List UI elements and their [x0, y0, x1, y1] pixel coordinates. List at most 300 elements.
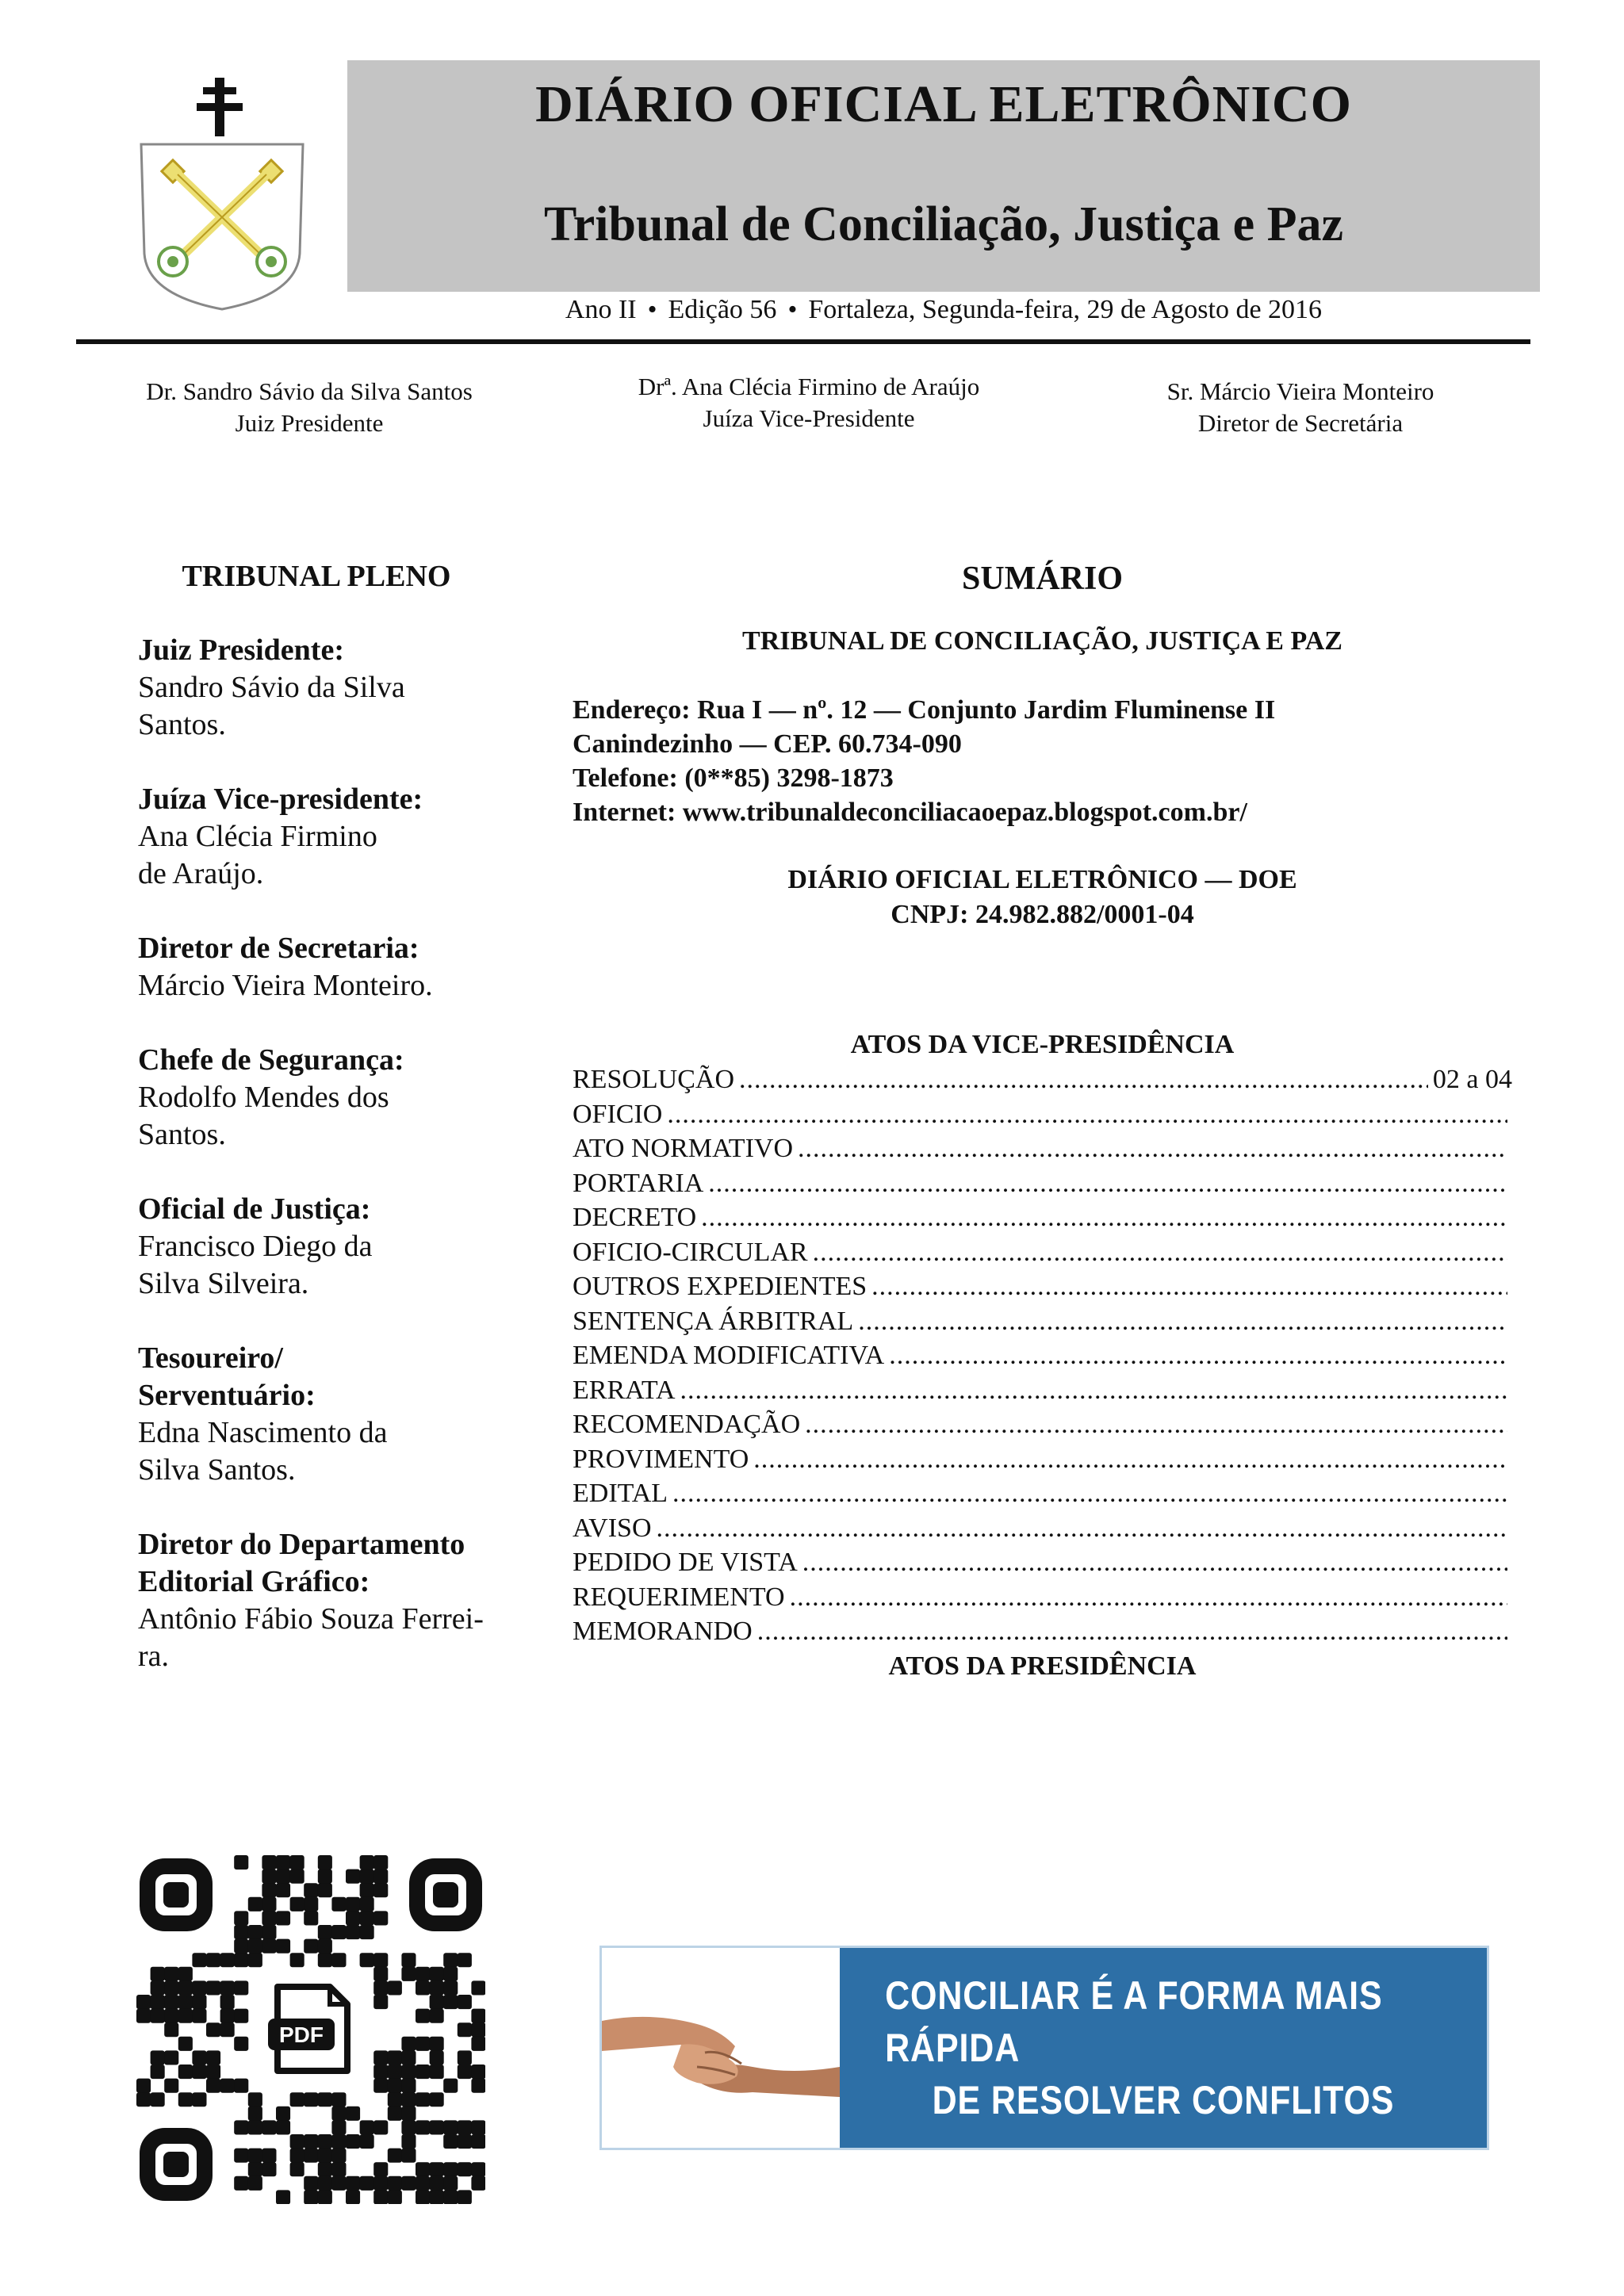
- qr-module: [331, 2176, 346, 2191]
- toc-leader-dots: [798, 1131, 1507, 1166]
- qr-module: [443, 1953, 458, 1967]
- qr-module: [360, 1925, 374, 1939]
- qr-module: [458, 2022, 472, 2037]
- qr-module: [430, 2092, 444, 2107]
- qr-module: [234, 1939, 248, 1954]
- staff-name: Sr. Márcio Vieira Monteiro: [1166, 377, 1434, 405]
- qr-module: [458, 2050, 472, 2064]
- qr-module: [458, 2190, 472, 2204]
- presidencia-heading: ATOS DA PRESIDÊNCIA: [888, 1651, 1197, 1681]
- toc-item: [573, 1614, 1512, 1649]
- qr-module: [458, 2134, 472, 2149]
- qr-module: [318, 1939, 332, 1954]
- qr-module: [443, 1995, 458, 2009]
- pdf-badge-label: PDF: [279, 2022, 324, 2047]
- qr-module: [206, 2050, 220, 2064]
- qr-module: [290, 1953, 304, 1967]
- qr-module: [276, 2120, 290, 2134]
- qr-module: [276, 1939, 290, 1954]
- staff-director: [1094, 376, 1507, 439]
- qr-module: [401, 2092, 416, 2107]
- qr-module: [430, 2064, 444, 2079]
- qr-module: [164, 1980, 178, 1995]
- toc-leader-dots: [753, 1442, 1507, 1477]
- qr-module: [206, 2064, 220, 2079]
- qr-module: [430, 2037, 444, 2051]
- qr-module: [388, 2176, 402, 2191]
- qr-module: [248, 1925, 262, 1939]
- qr-module: [164, 2050, 178, 2064]
- page-title: DIÁRIO OFICIAL ELETRÔNICO: [535, 75, 1352, 133]
- qr-module: [192, 2092, 206, 2107]
- qr-module: [458, 2162, 472, 2176]
- banner-text: [885, 1948, 1442, 2148]
- qr-module: [151, 1967, 165, 1981]
- qr-module: [331, 2162, 346, 2176]
- qr-module: [206, 2079, 220, 2093]
- qr-module: [234, 1911, 248, 1925]
- sumario-column: [573, 560, 1512, 1684]
- pleno-member: [138, 1191, 534, 1303]
- qr-module: [220, 1995, 235, 2009]
- qr-module: [262, 1939, 276, 1954]
- qr-module: [318, 1869, 332, 1884]
- qr-module: [248, 1953, 262, 1967]
- qr-module: [318, 1883, 332, 1897]
- qr-module: [430, 1995, 444, 2009]
- qr-module: [276, 1869, 290, 1884]
- qr-module: [443, 1967, 458, 1981]
- qr-module: [458, 1953, 472, 1967]
- qr-module: [234, 2176, 248, 2191]
- qr-module: [430, 2162, 444, 2176]
- qr-module: [234, 1855, 248, 1869]
- qr-module: [360, 1897, 374, 1911]
- qr-module: [346, 1897, 360, 1911]
- qr-module: [443, 1980, 458, 1995]
- staff-role: Juiz Presidente: [235, 409, 384, 437]
- qr-module: [304, 1911, 318, 1925]
- qr-module: [388, 1980, 402, 1995]
- banner-line: DE RESOLVER CONFLITOS: [932, 2078, 1395, 2122]
- member-name-line: Sandro Sávio da Silva: [138, 671, 405, 704]
- edition-number: Edição 56: [668, 295, 777, 324]
- qr-module: [262, 1925, 276, 1939]
- qr-module: [346, 1911, 360, 1925]
- qr-module: [220, 2022, 235, 2037]
- toc-item-label: AVISO: [573, 1513, 652, 1543]
- qr-module: [443, 2162, 458, 2176]
- qr-module: [443, 2176, 458, 2191]
- qr-module: [388, 2092, 402, 2107]
- toc-item: [573, 1338, 1512, 1373]
- qr-module: [471, 2134, 485, 2149]
- member-role: Diretor de Secretaria:: [138, 932, 419, 965]
- qr-module: [373, 1953, 388, 1967]
- qr-module: [443, 2190, 458, 2204]
- qr-module: [192, 2064, 206, 2079]
- qr-code: [136, 1855, 485, 2204]
- toc-item: [573, 1097, 1512, 1132]
- qr-module: [331, 1925, 346, 1939]
- qr-module: [262, 2120, 276, 2134]
- toc-item-label: PROVIMENTO: [573, 1444, 749, 1474]
- qr-module: [248, 2149, 262, 2163]
- qr-module: [178, 2009, 193, 2023]
- member-role: Juiz Presidente:: [138, 633, 344, 667]
- qr-module: [471, 2037, 485, 2051]
- qr-module: [373, 2190, 388, 2204]
- qr-module: [164, 2009, 178, 2023]
- qr-module: [471, 2120, 485, 2134]
- qr-module: [458, 2064, 472, 2079]
- toc-leader-dots: [871, 1269, 1507, 1304]
- qr-module: [416, 1980, 430, 1995]
- qr-module: [471, 2079, 485, 2093]
- toc-item-label: ATO NORMATIVO: [573, 1134, 793, 1163]
- toc-item: [573, 1511, 1512, 1546]
- qr-module: [220, 2009, 235, 2023]
- toc-item: [573, 1407, 1512, 1442]
- staff-president: [103, 376, 515, 439]
- qr-module: [290, 1855, 304, 1869]
- qr-module: [276, 1855, 290, 1869]
- qr-module: [192, 2009, 206, 2023]
- qr-module: [318, 1855, 332, 1869]
- qr-module: [318, 2176, 332, 2191]
- qr-module: [192, 1953, 206, 1967]
- qr-module: [401, 2149, 416, 2163]
- toc-item-label: EDITAL: [573, 1479, 668, 1508]
- toc-leader-dots: [708, 1166, 1507, 1201]
- toc-item: [573, 1545, 1512, 1580]
- qr-module: [151, 2009, 165, 2023]
- qr-module: [373, 2064, 388, 2079]
- qr-module: [234, 2009, 248, 2023]
- qr-module: [220, 1953, 235, 1967]
- toc-item-label: SENTENÇA ÁRBITRAL: [573, 1306, 854, 1336]
- qr-module: [416, 2162, 430, 2176]
- toc-item: [573, 1166, 1512, 1201]
- conciliation-banner: [599, 1946, 1489, 2150]
- qr-module: [151, 1995, 165, 2009]
- qr-module: [151, 2092, 165, 2107]
- qr-module: [401, 2176, 416, 2191]
- member-name-line: Santos.: [138, 1118, 226, 1151]
- member-name-line: Silva Silveira.: [138, 1267, 309, 1300]
- qr-module: [151, 2064, 165, 2079]
- qr-module: [388, 2107, 402, 2121]
- qr-module: [262, 1897, 276, 1911]
- qr-module: [360, 1953, 374, 1967]
- qr-module: [206, 2022, 220, 2037]
- edition-line: [347, 295, 1540, 325]
- masthead-band: [347, 60, 1540, 292]
- qr-module: [373, 1980, 388, 1995]
- qr-module: [276, 1883, 290, 1897]
- qr-module: [430, 2120, 444, 2134]
- qr-module: [346, 1925, 360, 1939]
- qr-module: [304, 2134, 318, 2149]
- banner-line: CONCILIAR É A FORMA MAIS RÁPIDA: [885, 1973, 1383, 2070]
- qr-module: [443, 2079, 458, 2093]
- pleno-member: [138, 1340, 534, 1489]
- staff-name: Drª. Ana Clécia Firmino de Araújo: [638, 373, 980, 400]
- qr-module: [318, 2190, 332, 2204]
- qr-module: [401, 2134, 416, 2149]
- qr-module: [401, 2107, 416, 2121]
- pleno-member: [138, 1042, 534, 1154]
- qr-module: [373, 2050, 388, 2064]
- qr-module: [262, 1855, 276, 1869]
- qr-module: [471, 2176, 485, 2191]
- edition-place-date: Fortaleza, Segunda-feira, 29 de Agosto de 2016: [808, 295, 1323, 324]
- qr-module: [178, 1967, 193, 1981]
- toc-leader-dots: [858, 1304, 1507, 1339]
- qr-module: [331, 1953, 346, 1967]
- toc-leader-dots: [889, 1338, 1507, 1373]
- staff-role: Diretor de Secretária: [1197, 409, 1404, 437]
- qr-module: [164, 1967, 178, 1981]
- qr-module: [192, 2050, 206, 2064]
- staff-name: Dr. Sandro Sávio da Silva Santos: [146, 377, 473, 405]
- qr-module: [331, 2120, 346, 2134]
- qr-module: [318, 1925, 332, 1939]
- member-role: Chefe de Segurança:: [138, 1043, 404, 1077]
- qr-module: [318, 2162, 332, 2176]
- qr-module: [290, 1869, 304, 1884]
- qr-module: [401, 2120, 416, 2134]
- toc-item: [573, 1304, 1512, 1339]
- qr-module: [151, 1980, 165, 1995]
- qr-module: [234, 1925, 248, 1939]
- qr-module: [373, 2120, 388, 2134]
- qr-module: [430, 1980, 444, 1995]
- member-name-line: Edna Nascimento da: [138, 1416, 388, 1449]
- toc-leader-dots: [680, 1373, 1507, 1408]
- qr-module: [234, 2079, 248, 2093]
- toc-item: [573, 1131, 1512, 1166]
- member-name-line: Ana Clécia Firmino: [138, 820, 377, 853]
- toc-item: [573, 1269, 1512, 1304]
- toc-item-label: OFICIO-CIRCULAR: [573, 1237, 808, 1267]
- qr-module: [401, 2064, 416, 2079]
- qr-module: [318, 2149, 332, 2163]
- toc-item-label: PEDIDO DE VISTA: [573, 1548, 798, 1577]
- page-subtitle: Tribunal de Conciliação, Justiça e Paz: [543, 197, 1344, 251]
- qr-module: [360, 1883, 374, 1897]
- coat-of-arms-icon: [127, 71, 317, 317]
- toc-item: [573, 1062, 1512, 1097]
- qr-module: [164, 2079, 178, 2093]
- qr-module: [248, 1897, 262, 1911]
- qr-module: [416, 2176, 430, 2191]
- qr-module: [471, 2162, 485, 2176]
- edition-year: Ano II: [565, 295, 637, 324]
- qr-module: [360, 2134, 374, 2149]
- qr-module: [304, 2149, 318, 2163]
- qr-module: [290, 2092, 304, 2107]
- qr-module: [388, 2149, 402, 2163]
- qr-module: [262, 1869, 276, 1884]
- doe-block: [573, 863, 1512, 932]
- qr-module: [206, 1980, 220, 1995]
- qr-module: [401, 2037, 416, 2051]
- member-role: Diretor do Departamento Editorial Gráfico:: [138, 1528, 465, 1598]
- toc-leader-dots: [672, 1476, 1507, 1511]
- staff-role: Juíza Vice-Presidente: [703, 404, 915, 432]
- qr-module: [331, 2149, 346, 2163]
- qr-module: [360, 2176, 374, 2191]
- qr-module: [331, 2134, 346, 2149]
- qr-module: [360, 1869, 374, 1884]
- qr-module: [388, 2050, 402, 2064]
- qr-module: [360, 1911, 374, 1925]
- qr-module: [388, 2190, 402, 2204]
- toc-item-label: DECRETO: [573, 1203, 697, 1232]
- qr-module: [304, 1897, 318, 1911]
- sumario-title: SUMÁRIO: [961, 561, 1123, 597]
- qr-module: [192, 1995, 206, 2009]
- qr-module: [373, 1995, 388, 2009]
- qr-module: [178, 2037, 193, 2051]
- qr-module: [430, 1967, 444, 1981]
- qr-code-graphic: [136, 1855, 485, 2204]
- toc-item-label: RECOMENDAÇÃO: [573, 1410, 801, 1439]
- qr-module: [304, 2190, 318, 2204]
- tribunal-heading: TRIBUNAL DE CONCILIAÇÃO, JUSTIÇA E PAZ: [742, 626, 1342, 656]
- member-name-line: Márcio Vieira Monteiro.: [138, 969, 433, 1002]
- toc-leader-dots: [667, 1097, 1507, 1132]
- qr-module: [401, 2050, 416, 2064]
- toc-leader-dots: [757, 1614, 1507, 1649]
- toc-leader-dots: [790, 1580, 1507, 1615]
- toc-leader-dots: [802, 1545, 1507, 1580]
- qr-module: [248, 2092, 262, 2107]
- handshake-icon: [602, 1948, 840, 2148]
- qr-module: [360, 1855, 374, 1869]
- separator-dot: •: [647, 295, 657, 324]
- vice-presidencia-heading: ATOS DA VICE-PRESIDÊNCIA: [850, 1030, 1235, 1059]
- qr-module: [471, 2022, 485, 2037]
- qr-module: [443, 2120, 458, 2134]
- qr-module: [388, 2079, 402, 2093]
- qr-module: [416, 1967, 430, 1981]
- toc-item: [573, 1580, 1512, 1615]
- qr-module: [458, 2120, 472, 2134]
- website-line: Internet: www.tribunaldeconciliacaoepaz.blogspot.com.br/: [573, 798, 1247, 827]
- qr-module: [458, 1995, 472, 2009]
- qr-module: [373, 1869, 388, 1884]
- pleno-member: [138, 1526, 534, 1675]
- phone-line: Telefone: (0**85) 3298-1873: [573, 763, 894, 793]
- qr-module: [136, 2092, 151, 2107]
- member-name-line: Antônio Fábio Souza Ferrei-: [138, 1602, 484, 1636]
- qr-module: [136, 1995, 151, 2009]
- qr-module: [331, 1897, 346, 1911]
- qr-module: [234, 2149, 248, 2163]
- toc-leader-dots: [805, 1407, 1507, 1442]
- qr-module: [373, 1967, 388, 1981]
- qr-module: [388, 2064, 402, 2079]
- qr-module: [178, 1980, 193, 1995]
- qr-module: [430, 2176, 444, 2191]
- qr-module: [401, 1967, 416, 1981]
- staff-vice-president: [603, 371, 1015, 434]
- pleno-member: [138, 781, 534, 893]
- toc-leader-dots: [813, 1235, 1507, 1270]
- qr-module: [416, 2092, 430, 2107]
- qr-module: [373, 2079, 388, 2093]
- toc-item: [573, 1442, 1512, 1477]
- toc-item-page: 02 a 04: [1432, 1065, 1512, 1094]
- qr-module: [360, 2120, 374, 2134]
- qr-module: [290, 2162, 304, 2176]
- qr-module: [248, 2107, 262, 2121]
- qr-module: [248, 2176, 262, 2191]
- qr-module: [373, 1883, 388, 1897]
- toc-item-label: REQUERIMENTO: [573, 1582, 785, 1612]
- qr-module: [346, 2190, 360, 2204]
- qr-module: [136, 2079, 151, 2093]
- toc-leader-dots: [657, 1511, 1507, 1546]
- pleno-member: [138, 930, 534, 1004]
- toc-list: [573, 1062, 1512, 1649]
- qr-module: [318, 2092, 332, 2107]
- qr-module: [234, 1980, 248, 1995]
- qr-module: [192, 1980, 206, 1995]
- qr-module: [304, 2092, 318, 2107]
- address-line: Endereço: Rua I — nº. 12 — Conjunto Jardim Fluminense II: [573, 695, 1276, 725]
- qr-module: [234, 2037, 248, 2051]
- qr-module: [331, 2092, 346, 2107]
- qr-module: [304, 1939, 318, 1954]
- toc-item-label: MEMORANDO: [573, 1617, 753, 1646]
- header-divider: [76, 339, 1530, 344]
- qr-module: [136, 2009, 151, 2023]
- qr-module: [416, 2120, 430, 2134]
- qr-module: [276, 2190, 290, 2204]
- qr-module: [416, 2064, 430, 2079]
- qr-module: [346, 2134, 360, 2149]
- separator-dot: •: [787, 295, 798, 324]
- member-name-line: Silva Santos.: [138, 1453, 296, 1487]
- qr-module: [151, 2050, 165, 2064]
- qr-module: [331, 2107, 346, 2121]
- qr-module: [248, 2120, 262, 2134]
- qr-module: [430, 2009, 444, 2023]
- toc-leader-dots: [701, 1200, 1507, 1235]
- toc-item-label: RESOLUÇÃO: [573, 1065, 735, 1094]
- member-role: Oficial de Justiça:: [138, 1192, 371, 1226]
- qr-module: [262, 2162, 276, 2176]
- qr-module: [290, 1897, 304, 1911]
- qr-module: [430, 2050, 444, 2064]
- qr-module: [290, 2134, 304, 2149]
- qr-module: [416, 2009, 430, 2023]
- pleno-member: [138, 632, 534, 744]
- cnpj-line: CNPJ: 24.982.882/0001-04: [891, 900, 1194, 929]
- qr-module: [220, 1980, 235, 1995]
- toc-item: [573, 1476, 1512, 1511]
- qr-module: [416, 2190, 430, 2204]
- qr-module: [304, 1883, 318, 1897]
- member-name-line: ra.: [138, 1640, 170, 1673]
- doe-line: DIÁRIO OFICIAL ELETRÔNICO — DOE: [787, 865, 1297, 894]
- qr-module: [430, 2190, 444, 2204]
- member-role: Tesoureiro/ Serventuário:: [138, 1341, 316, 1412]
- member-name-line: Rodolfo Mendes dos: [138, 1081, 389, 1114]
